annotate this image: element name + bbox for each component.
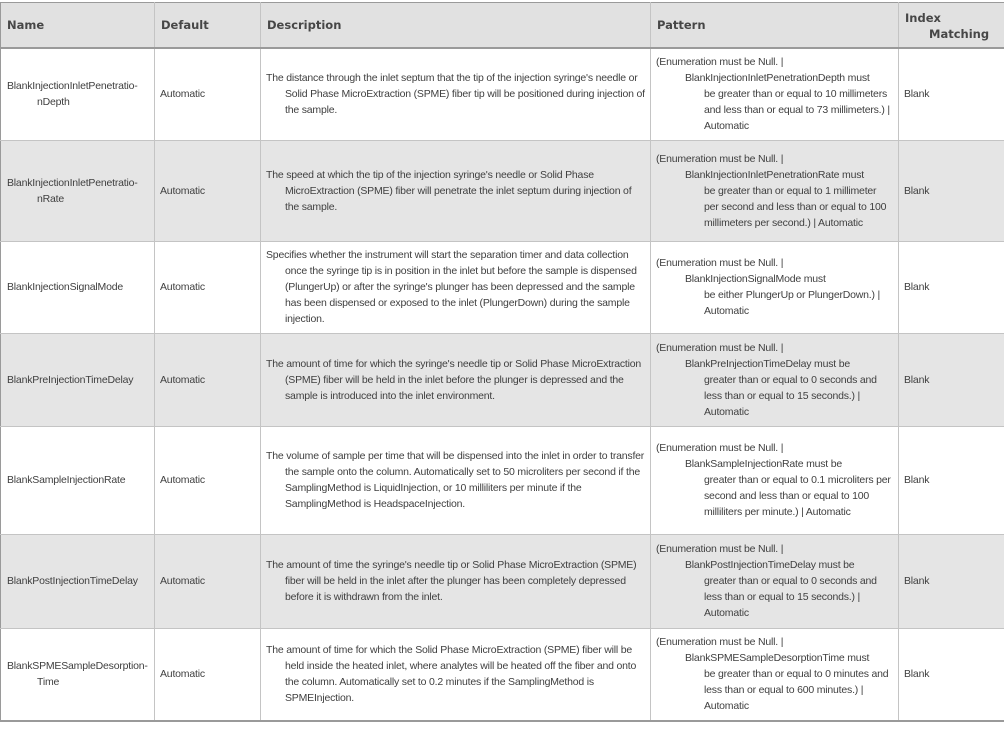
pattern-rest: be greater than or equal to 1 millimeter per second and less than or equal to 100 millimeters per second.) | Automatic <box>656 183 893 231</box>
header-name: Name <box>1 3 155 49</box>
description-text: The amount of time for which the Solid Phase MicroExtraction (SPME) fiber will be held inside the heated inlet, where analytes will be heated off the fiber and onto the column. Automatically set to 0.2 minutes if the SamplingMethod is SPMEInjection. <box>266 642 645 706</box>
pattern-line-2: BlankInjectionSignalMode must <box>656 271 893 287</box>
pattern-cell <box>651 426 899 534</box>
pattern-line-2: BlankSPMESampleDesorptionTime must <box>656 650 893 666</box>
option-name-cell <box>1 426 155 534</box>
option-name: BlankSampleInjectionRate <box>7 472 149 488</box>
description-cell <box>261 534 651 628</box>
pattern-line-1: (Enumeration must be Null. | <box>656 541 893 557</box>
pattern-cell <box>651 534 899 628</box>
pattern-line-2: BlankPostInjectionTimeDelay must be <box>656 557 893 573</box>
default-cell <box>155 48 261 140</box>
pattern-line-1: (Enumeration must be Null. | <box>656 255 893 271</box>
description-text: The speed at which the tip of the injection syringe's needle or Solid Phase MicroExtraction (SPME) fiber will penetrate the inlet septum during injection of the sample. <box>266 167 645 215</box>
option-name: BlankInjectionSignalMode <box>7 279 149 295</box>
pattern-rest: be greater than or equal to 10 millimeters and less than or equal to 73 millimeters.) | Automatic <box>656 86 893 134</box>
description-text: The volume of sample per time that will be dispensed into the inlet in order to transfer the sample onto the column. Automatically set to 50 microliters per second if the SamplingMethod is LiquidInjection, or 10 milliliters per minute if the SamplingMethod is HeadspaceInjection. <box>266 448 645 512</box>
header-default: Default <box>155 3 261 49</box>
index-matching-cell <box>899 140 1004 241</box>
header-index-matching-line1: Index <box>905 10 1000 26</box>
description-cell <box>261 628 651 721</box>
description-cell <box>261 426 651 534</box>
pattern-line-1: (Enumeration must be Null. | <box>656 634 893 650</box>
table-body <box>1 48 1004 721</box>
option-name: BlankSPMESampleDesorption- Time <box>7 658 149 690</box>
description-cell <box>261 241 651 333</box>
option-name-cell <box>1 333 155 426</box>
description-text: The amount of time the syringe's needle tip or Solid Phase MicroExtraction (SPME) fiber will be held in the inlet after the plunger has been completely depressed before it is withdrawn from the inlet. <box>266 557 645 605</box>
index-matching-cell <box>899 426 1004 534</box>
description-text: The amount of time for which the syringe's needle tip or Solid Phase MicroExtraction (SPME) fiber will be held in the inlet before the plunger is depressed and the sample is introduced into the inlet environment. <box>266 356 645 404</box>
options-table <box>0 2 1004 722</box>
pattern-rest: greater than or equal to 0 seconds and less than or equal to 15 seconds.) | Automatic <box>656 573 893 621</box>
description-cell <box>261 140 651 241</box>
index-matching-cell <box>899 241 1004 333</box>
default-value: Automatic <box>160 668 205 680</box>
default-value: Automatic <box>160 88 205 100</box>
pattern-line-2: BlankInjectionInletPenetrationDepth must <box>656 70 893 86</box>
default-value: Automatic <box>160 185 205 197</box>
index-matching-cell <box>899 534 1004 628</box>
index-matching-value: Blank <box>904 374 929 386</box>
header-pattern: Pattern <box>651 3 899 49</box>
default-cell <box>155 140 261 241</box>
pattern-cell <box>651 333 899 426</box>
table-header <box>1 3 1004 49</box>
default-cell <box>155 333 261 426</box>
default-cell <box>155 426 261 534</box>
index-matching-cell <box>899 333 1004 426</box>
table-row <box>1 48 1004 140</box>
table-row <box>1 426 1004 534</box>
pattern-line-1: (Enumeration must be Null. | <box>656 54 893 70</box>
table-row <box>1 333 1004 426</box>
index-matching-value: Blank <box>904 474 929 486</box>
pattern-rest: greater than or equal to 0.1 microliters per second and less than or equal to 100 milliliters per minute.) | Automatic <box>656 472 893 520</box>
default-value: Automatic <box>160 281 205 293</box>
pattern-cell <box>651 48 899 140</box>
table-row <box>1 241 1004 333</box>
default-cell <box>155 534 261 628</box>
header-index-matching <box>899 3 1004 49</box>
pattern-line-1: (Enumeration must be Null. | <box>656 440 893 456</box>
default-cell <box>155 241 261 333</box>
option-name: BlankInjectionInletPenetratio- nRate <box>7 175 149 207</box>
option-name: BlankInjectionInletPenetratio- nDepth <box>7 78 149 110</box>
pattern-rest: greater than or equal to 0 seconds and less than or equal to 15 seconds.) | Automatic <box>656 372 893 420</box>
default-value: Automatic <box>160 575 205 587</box>
table-row <box>1 628 1004 721</box>
description-text: The distance through the inlet septum that the tip of the injection syringe's needle or Solid Phase MicroExtraction (SPME) fiber tip will be positioned during injection of the sample. <box>266 70 645 118</box>
pattern-cell <box>651 241 899 333</box>
option-name-cell <box>1 241 155 333</box>
default-value: Automatic <box>160 374 205 386</box>
pattern-rest: be greater than or equal to 0 minutes and less than or equal to 600 minutes.) | Automatic <box>656 666 893 714</box>
index-matching-value: Blank <box>904 185 929 197</box>
description-text: Specifies whether the instrument will start the separation timer and data collection once the syringe tip is in position in the inlet but before the sample is dispensed (PlungerUp) or after the syringe's plunger has been depressed and the sample has been dispensed or exposed to the inlet (PlungerDown) during the sample injection. <box>266 247 645 327</box>
option-name: BlankPostInjectionTimeDelay <box>7 573 149 589</box>
option-name-cell <box>1 140 155 241</box>
pattern-line-2: BlankSampleInjectionRate must be <box>656 456 893 472</box>
header-row <box>1 3 1004 49</box>
pattern-rest: be either PlungerUp or PlungerDown.) | Automatic <box>656 287 893 319</box>
pattern-line-1: (Enumeration must be Null. | <box>656 151 893 167</box>
description-cell <box>261 48 651 140</box>
option-name: BlankPreInjectionTimeDelay <box>7 372 149 388</box>
default-value: Automatic <box>160 474 205 486</box>
pattern-line-2: BlankPreInjectionTimeDelay must be <box>656 356 893 372</box>
pattern-line-1: (Enumeration must be Null. | <box>656 340 893 356</box>
option-name-cell <box>1 48 155 140</box>
table-row <box>1 534 1004 628</box>
header-index-matching-line2: Matching <box>905 26 1000 42</box>
index-matching-value: Blank <box>904 575 929 587</box>
default-cell <box>155 628 261 721</box>
index-matching-value: Blank <box>904 668 929 680</box>
pattern-cell <box>651 140 899 241</box>
option-name-cell <box>1 628 155 721</box>
option-name-cell <box>1 534 155 628</box>
index-matching-value: Blank <box>904 88 929 100</box>
header-description: Description <box>261 3 651 49</box>
index-matching-cell <box>899 48 1004 140</box>
index-matching-value: Blank <box>904 281 929 293</box>
pattern-cell <box>651 628 899 721</box>
index-matching-cell <box>899 628 1004 721</box>
pattern-line-2: BlankInjectionInletPenetrationRate must <box>656 167 893 183</box>
table-row <box>1 140 1004 241</box>
description-cell <box>261 333 651 426</box>
